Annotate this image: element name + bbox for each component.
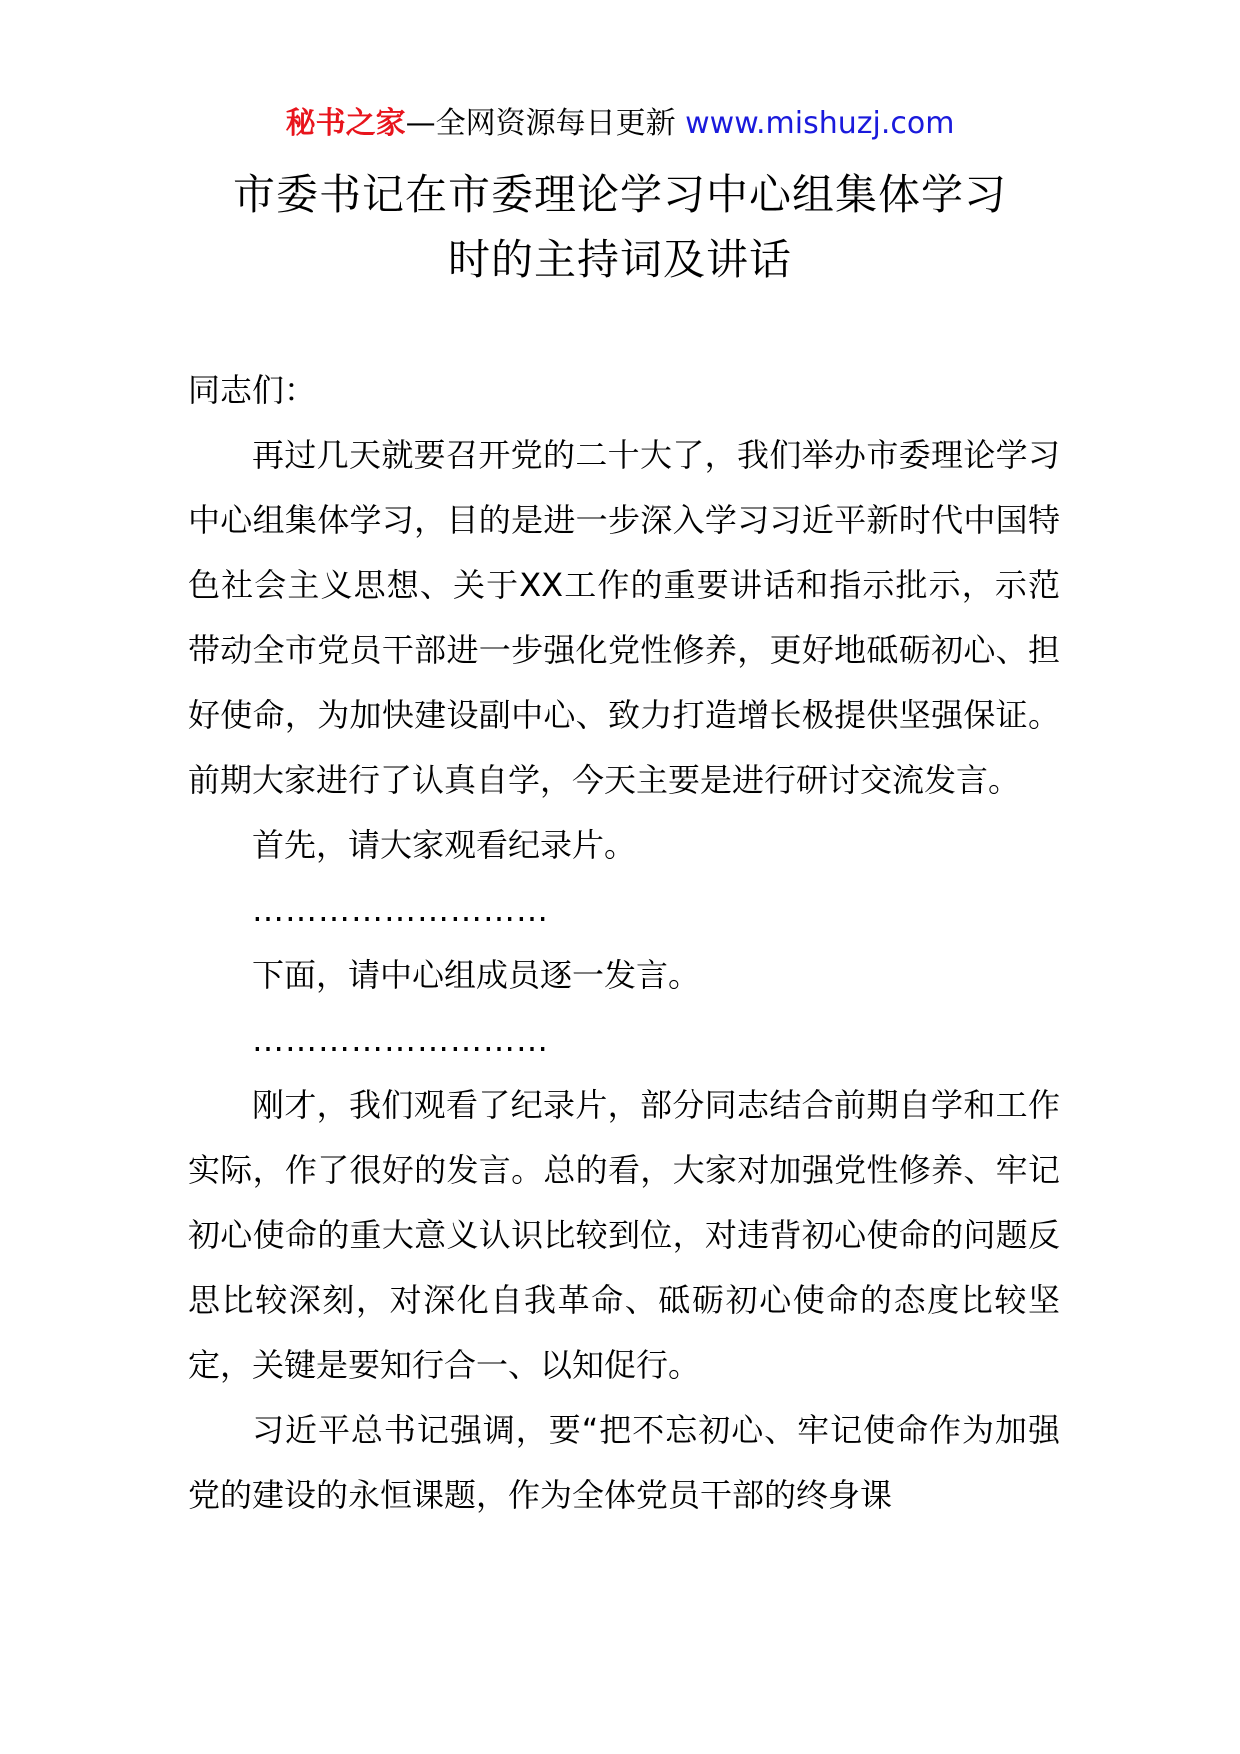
salutation: 同志们：	[188, 371, 317, 409]
title-line-2: 时的主持词及讲话	[447, 235, 792, 284]
paragraph-1: 再过几天就要召开党的二十大了，我们举办市委理论学习中心组集体学习，目的是进一步深入学习习近平新时代中国特色社会主义思想、关于XX工作的重要讲话和指示批示，示范带动全市党员干部进一步强化党性修养，更好地砥砺初心、担好使命，为加快建设副中心、致力打造增长极提供坚强保证。前期大家进行了认真自学，今天主要是进行研讨交流发言。	[188, 436, 1060, 799]
site-url-link[interactable]: www.mishuzj.com	[685, 106, 955, 141]
document-title	[150, 162, 1090, 292]
ellipsis-1: ………………………	[252, 891, 549, 929]
paragraph-5: 习近平总书记强调，要“把不忘初心、牢记使命作为加强党的建设的永恒课题，作为全体党员干部的终身课	[188, 1411, 1060, 1514]
brand-name: 秘书之家	[285, 106, 406, 141]
site-header	[0, 100, 1240, 148]
ellipsis-2: ………………………	[252, 1021, 549, 1059]
paragraph-4: 刚才，我们观看了纪录片，部分同志结合前期自学和工作实际，作了很好的发言。总的看，大家对加强党性修养、牢记初心使命的重大意义认识比较到位，对违背初心使命的问题反思比较深刻，对深化自我革命、砥砺初心使命的态度比较坚定，关键是要知行合一、以知促行。	[188, 1086, 1060, 1384]
document-body	[188, 358, 1060, 1528]
paragraph-2: 首先，请大家观看纪录片。	[252, 826, 637, 864]
header-slogan: —全网资源每日更新	[405, 106, 686, 141]
paragraph-3: 下面，请中心组成员逐一发言。	[252, 956, 701, 994]
title-line-1: 市委书记在市委理论学习中心组集体学习	[232, 170, 1007, 219]
